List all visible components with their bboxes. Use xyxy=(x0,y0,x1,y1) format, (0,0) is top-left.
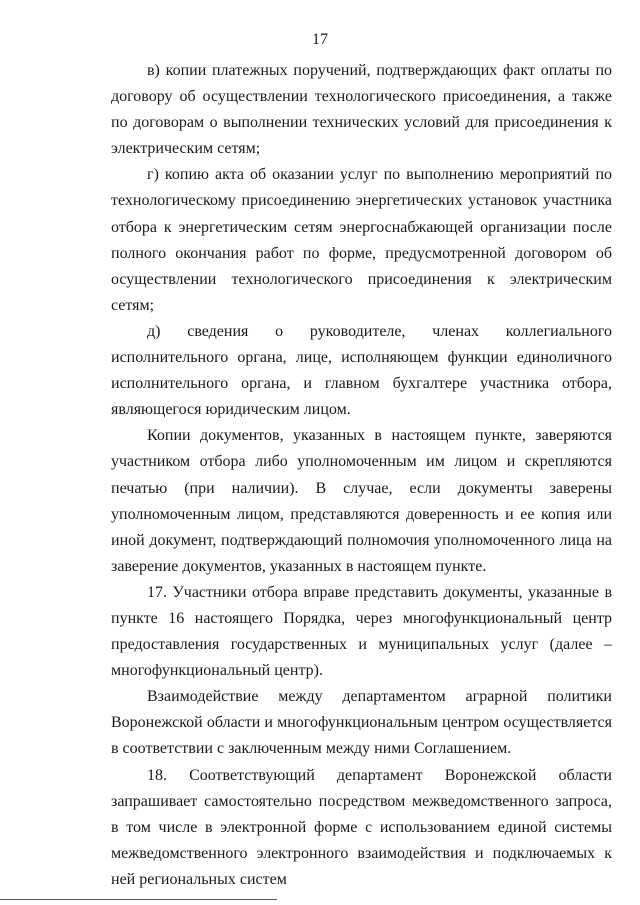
document-body xyxy=(111,58,612,893)
paragraph-item-18: 18. Соответствующий департамент Воронежской области запрашивает самостоятельно посредством межведомственного запроса, в том числе в электронной форме с использованием единой системы межведомственного электронного взаимодействия и подключаемых к ней региональных систем xyxy=(111,766,612,888)
paragraph-interaction: Взаимодействие между департаментом аграрной политики Воронежской области и многофункциональным центром осуществляется в соответствии с заключенным между ними Соглашением. xyxy=(111,688,612,758)
paragraph-item-17: 17. Участники отбора вправе представить документы, указанные в пункте 16 настоящего Порядка, через многофункциональный центр предоставления государственных и муниципальных услуг (далее – многофункциональный центр). xyxy=(111,583,612,680)
footer-divider xyxy=(0,899,277,900)
paragraph-g-services-act: г) копию акта об оказании услуг по выполнению мероприятий по технологическому присоединению энергетических установок участника отбора к энергетическим сетям энергоснабжающей организации после полного окончания работ по форме, предусмотренной договором об осуществлении технологического присоединения к электрическим сетям; xyxy=(111,166,612,314)
paragraph-v-payment-orders: в) копии платежных поручений, подтверждающих факт оплаты по договору об осуществлении технологического присоединения, а также по договорам о выполнении технических условий для присоединения к электрическим сетям; xyxy=(111,62,612,158)
paragraph-document-copies: Копии документов, указанных в настоящем пункте, заверяются участником отбора либо уполномоченным им лицом и скрепляются печатью (при наличии). В случае, если документы заверены уполномоченным лицом, представляются доверенность и ее копия или иной документ, подтверждающий полномочия уполномоченного лица на заверение документов, указанных в настоящем пункте. xyxy=(111,427,612,575)
page-number: 17 xyxy=(312,31,328,48)
paragraph-d-management-info: д) сведения о руководителе, членах коллегиального исполнительного органа, лице, исполняющем функции единоличного исполнительного органа, и главном бухгалтере участника отбора, являющегося юридическим лицом. xyxy=(111,322,612,419)
